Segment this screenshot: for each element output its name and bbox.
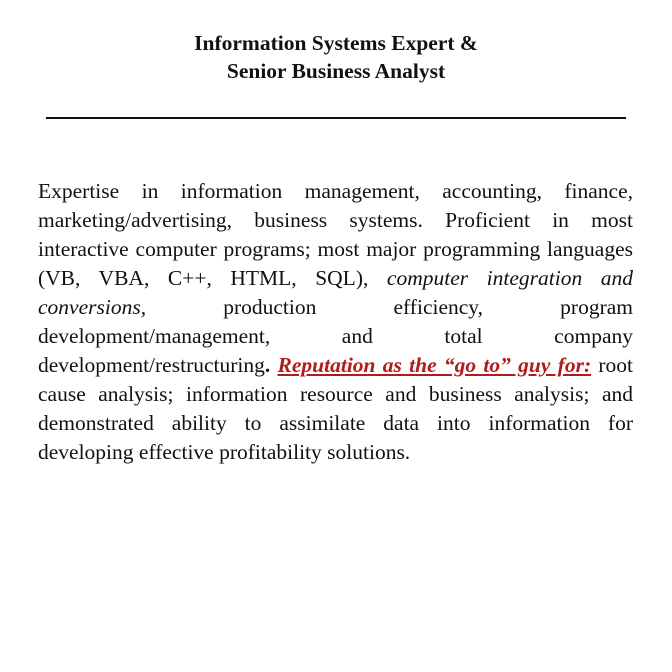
summary-text-2: production efficiency, program development/management, and total company development/restructuring bbox=[38, 295, 633, 377]
summary-bold-period: . bbox=[264, 353, 278, 377]
summary-text-3: root cause analysis; information resource and business analysis; and demonstrated ability to assimilate data into information for developing effective profitability solutions. bbox=[38, 353, 634, 464]
title-line-1: Information Systems Expert & bbox=[194, 31, 478, 55]
summary-italic-text: computer integration and conversions, bbox=[38, 266, 633, 319]
summary-paragraph bbox=[38, 177, 633, 467]
page-title bbox=[0, 29, 672, 85]
reputation-highlight: Reputation as the “go to” guy for: bbox=[277, 353, 592, 377]
title-line-2: Senior Business Analyst bbox=[226, 59, 446, 83]
summary-text-1: Expertise in information management, accounting, finance, marketing/advertising, business systems. Proficient in most interactive computer programs; most major programming languages (VB, VBA, C++, HTML, SQL), bbox=[38, 179, 633, 290]
divider-line bbox=[46, 117, 626, 119]
